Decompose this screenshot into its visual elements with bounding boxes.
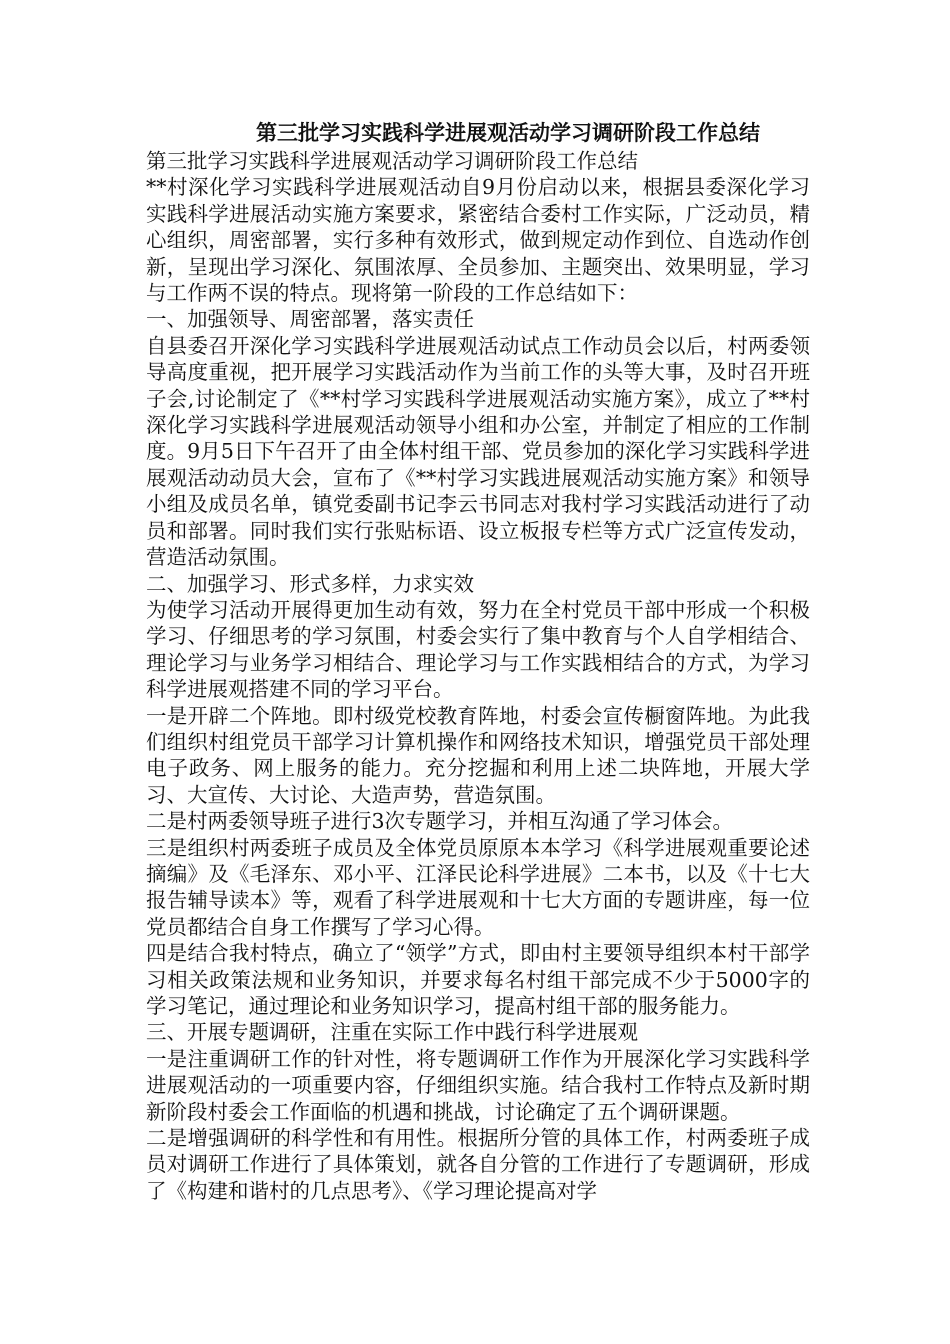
section-2-item-3: 三是组织村两委班子成员及全体党员原原本本学习《科学进展观重要论述摘编》及《毛泽东、邓小平、江泽民论科学进展》二本书，以及《十七大报告辅导读本》等，观看了科学进展观和十七大方面的专题讲座，每一位党员都结合自身工作撰写了学习心得。 [146, 835, 810, 939]
document-subtitle: 第三批学习实践科学进展观活动学习调研阶段工作总结 [146, 149, 638, 173]
section-3-item-1: 一是注重调研工作的针对性，将专题调研工作作为开展深化学习实践科学进展观活动的一项重要内容，仔细组织实施。结合我村工作特点及新时期新阶段村委会工作面临的机遇和挑战，讨论确定了五个调研课题。 [146, 1046, 810, 1124]
section-2-item-2: 二是村两委领导班子进行3次专题学习，并相互沟通了学习体会。 [146, 809, 734, 834]
section-heading-2: 二、加强学习、形式多样，力求实效 [146, 571, 474, 596]
section-2-item-1: 一是开辟二个阵地。即村级党校教育阵地，村委会宣传橱窗阵地。为此我们组织村组党员干部学习计算机操作和网络技术知识，增强党员干部处理电子政务、网上服务的能力。充分挖掘和利用上述二块阵地，开展大学习、大宣传、大讨论、大造声势，营造氛围。 [146, 703, 810, 807]
section-2-paragraph: 为使学习活动开展得更加生动有效，努力在全村党员干部中形成一个积极学习、仔细思考的学习氛围，村委会实行了集中教育与个人自学相结合、理论学习与业务学习相结合、理论学习与工作实践相结合的方式，为学习科学进展观搭建不同的学习平台。 [146, 597, 810, 702]
document-title: 第三批学习实践科学进展观活动学习调研阶段工作总结 [256, 120, 760, 145]
section-2-item-4: 四是结合我村特点，确立了“领学”方式，即由村主要领导组织本村干部学习相关政策法规和业务知识，并要求每名村组干部完成不少于5000字的学习笔记，通过理论和业务知识学习，提高村组干部的服务能力。 [146, 941, 810, 1018]
section-heading-1: 一、加强领导、周密部署，落实责任 [146, 307, 474, 332]
section-heading-3: 三、开展专题调研，注重在实际工作中践行科学进展观 [146, 1020, 638, 1045]
section-3-item-2: 二是增强调研的科学性和有用性。根据所分管的具体工作，村两委班子成员对调研工作进行了具体策划，就各自分管的工作进行了专题调研，形成了《构建和谐村的几点思考》、《学习理论提高对学 [146, 1126, 810, 1203]
document-page [146, 118, 810, 1204]
section-1-paragraph: 自县委召开深化学习实践科学进展观活动试点工作动员会以后，村两委领导高度重视，把开展学习实践活动作为当前工作的头等大事，及时召开班子会,讨论制定了《**村学习实践科学进展观活动实施方案》，成立了**村深化学习实践科学进展观活动领导小组和办公室，并制定了相应的工作制度。9月5日下午召开了由全体村组干部、党员参加的深化学习实践科学进展观活动动员大会，宣布了《**村学习实践进展观活动实施方案》和领导小组及成员名单，镇党委副书记李云书同志对我村学习实践活动进行了动员和部署。同时我们实行张贴标语、设立板报专栏等方式广泛宣传发动，营造活动氛围。 [146, 333, 810, 570]
intro-paragraph: **村深化学习实践科学进展观活动自9月份启动以来，根据县委深化学习实践科学进展活动实施方案要求，紧密结合委村工作实际，广泛动员，精心组织，周密部署，实行多种有效形式，做到规定动作到位、自选动作创新，呈现出学习深化、氛围浓厚、全员参加、主题突出、效果明显，学习与工作两不误的特点。现将第一阶段的工作总结如下： [146, 175, 810, 306]
